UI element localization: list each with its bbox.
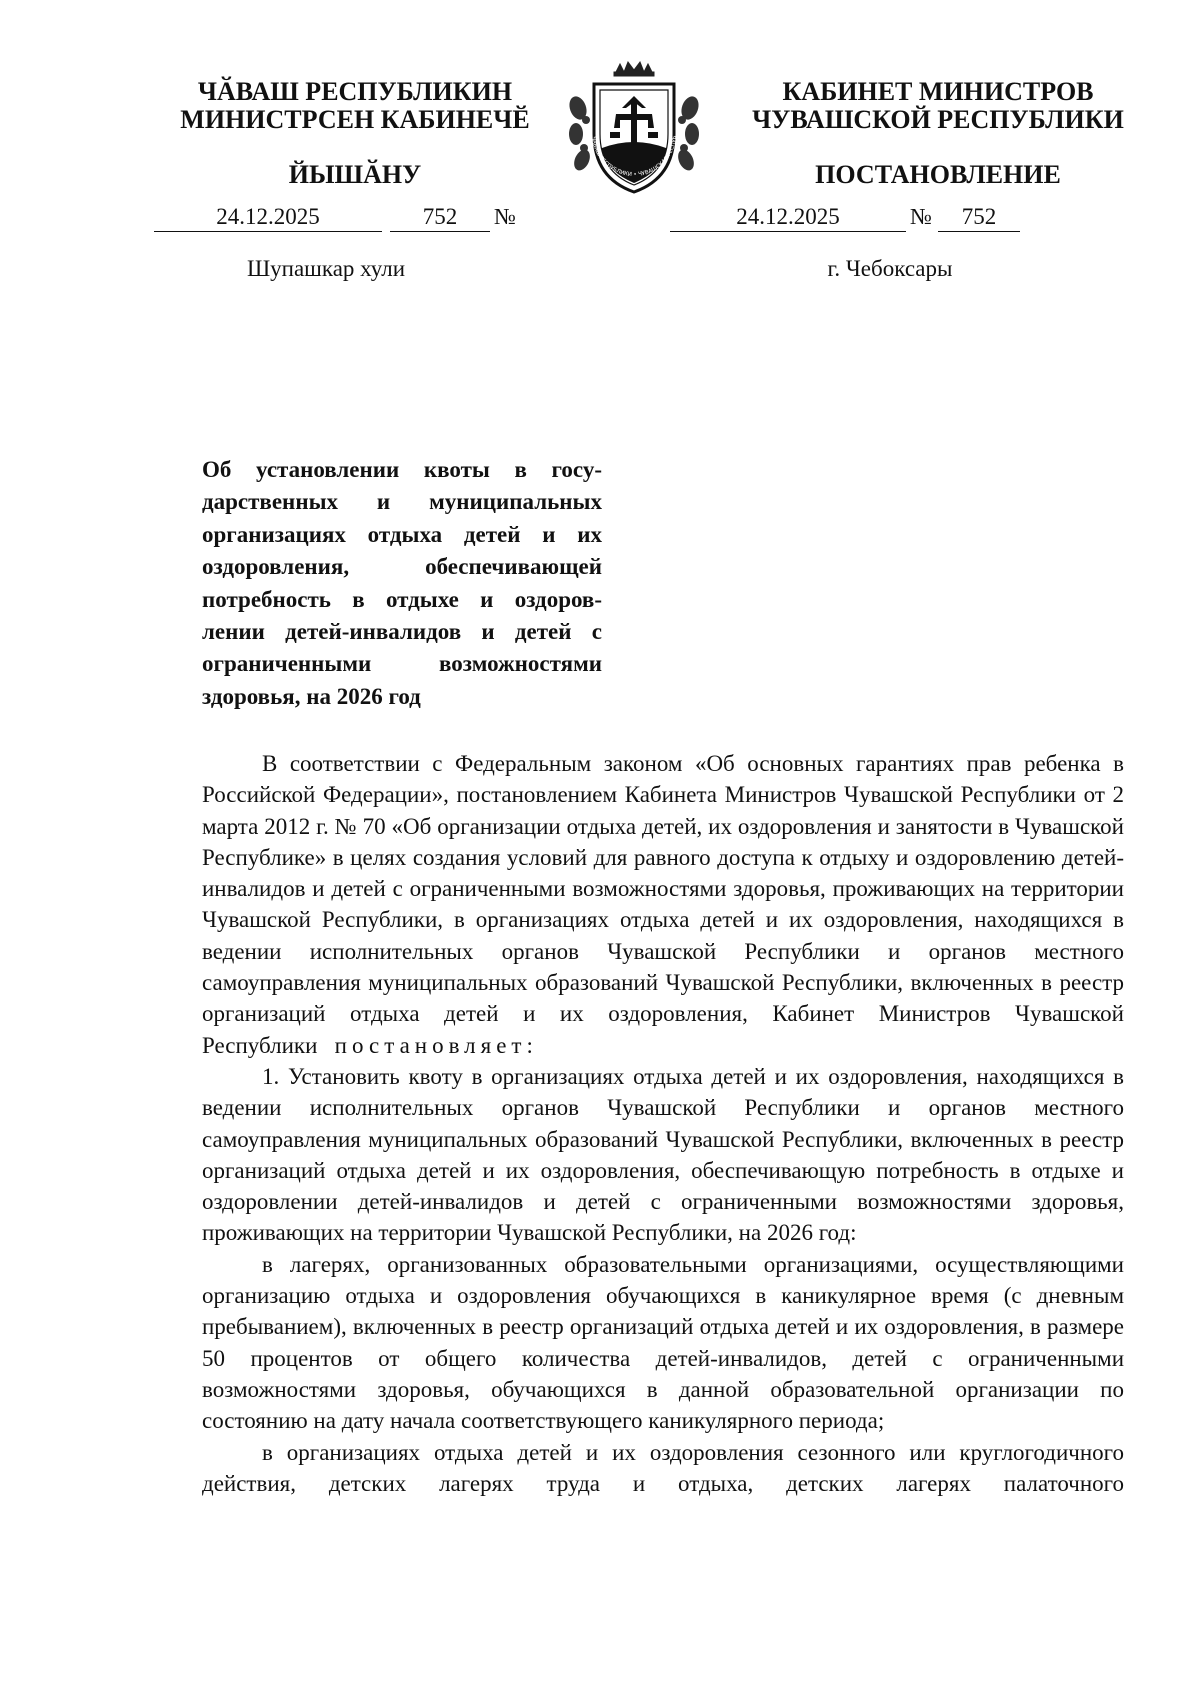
left-date-field: 24.12.2025	[154, 204, 382, 232]
header-left-line1: ЧӐВАШ РЕСПУБЛИКИН	[197, 77, 513, 106]
subject-line: оздоровления, обеспечивающей	[202, 554, 602, 580]
doc-type-chuvash: ЙЫШӐНУ	[288, 160, 422, 189]
preamble-text: В соответствии с Федеральным законом «Об основных гарантиях прав ребенка в Российской Федерации», постановлением Кабинета Министров Чувашской Республики от 2 марта 2012 г. № 70 «Об организации отдыха детей, их оздоровления и занятости в Чувашской Республике» в целях создания условий для равного доступа к отдыху и оздоровлению детей-инвалидов и детей с ограниченными возможностями здоровья, проживающих на территории Чувашской Республики, в организациях отдыха детей и их оздоровления, находящихся в ведении исполнительных органов Чувашской Республики и органов местного самоуправления муниципальных образований Чувашской Республики, включенных в реестр организаций отдыха детей и их оздоровления, Кабинет Министров Чувашской Республики	[202, 751, 1124, 1058]
coat-of-arms-icon	[564, 56, 704, 201]
left-number-sign: №	[494, 204, 516, 229]
header-left-line2: МИНИСТРСЕН КАБИНЕЧӖ	[180, 105, 530, 134]
preamble-paragraph	[202, 748, 1124, 1061]
subject-line: Об установлении квоты в госу-	[202, 457, 602, 482]
right-number-sign: №	[910, 204, 932, 229]
coat-of-arms-emblem	[564, 56, 704, 201]
city-russian: г. Чебоксары	[827, 256, 953, 281]
subject-line: лении детей-инвалидов и детей с	[202, 619, 602, 645]
right-number-field: 752	[938, 204, 1020, 232]
subject-line: здоровья, на 2026 год	[202, 683, 421, 709]
right-date-field: 24.12.2025	[670, 204, 906, 232]
emblem-inscription: ЧӐВАШ РЕСПУБЛИКИ • ЧУВАШСКАЯ РЕСПУБ	[590, 135, 679, 179]
clause-1-camps-paragraph: в лагерях, организованных образовательными организациями, осуществляющими организацию отдыха и оздоровления обучающихся в каникулярное время (с дневным пребыванием), включенных в реестр организаций отдыха детей и их оздоровления, в размере 50 процентов от общего количества детей-инвалидов, детей с ограниченными возможностями здоровья, обучающихся в данной образовательной организации по состоянию на дату начала соответствующего каникулярного периода;	[202, 1251, 1124, 1434]
resolves-word: постановляет:	[334, 1032, 538, 1058]
header-left-title	[150, 78, 560, 134]
document-body	[202, 748, 1124, 1499]
subject-line: организациях отдыха детей и их	[202, 521, 602, 547]
header-right-line2: ЧУВАШСКОЙ РЕСПУБЛИКИ	[752, 105, 1124, 134]
city-chuvash: Шупашкар хули	[246, 256, 406, 281]
document-subject	[202, 454, 602, 713]
clause-1-paragraph: 1. Установить квоту в организациях отдыха детей и их оздоровления, находящихся в ведении исполнительных органов Чувашской Республики и органов местного самоуправления муниципальных образований Чувашской Республики, включенных в реестр организаций отдыха детей и их оздоровления, обеспечивающую потребность в отдыхе и оздоровлении детей-инвалидов и детей с ограниченными возможностями здоровья, проживающих на территории Чувашской Республики, на 2026 год:	[202, 1063, 1124, 1246]
header-right-line1: КАБИНЕТ МИНИСТРОВ	[782, 77, 1094, 106]
subject-line: ограниченными возможностями	[202, 651, 602, 677]
header-right-title	[728, 78, 1148, 134]
clause-1-organizations-paragraph: в организациях отдыха детей и их оздоровления сезонного или круглогодичного действия, детских лагерях труда и отдыха, детских лагерях палаточного	[202, 1439, 1124, 1496]
doc-type-russian: ПОСТАНОВЛЕНИЕ	[815, 160, 1061, 189]
subject-line: потребность в отдыхе и оздоров-	[202, 586, 602, 612]
subject-line: дарственных и муниципальных	[202, 489, 602, 515]
left-number-field: 752	[390, 204, 490, 232]
